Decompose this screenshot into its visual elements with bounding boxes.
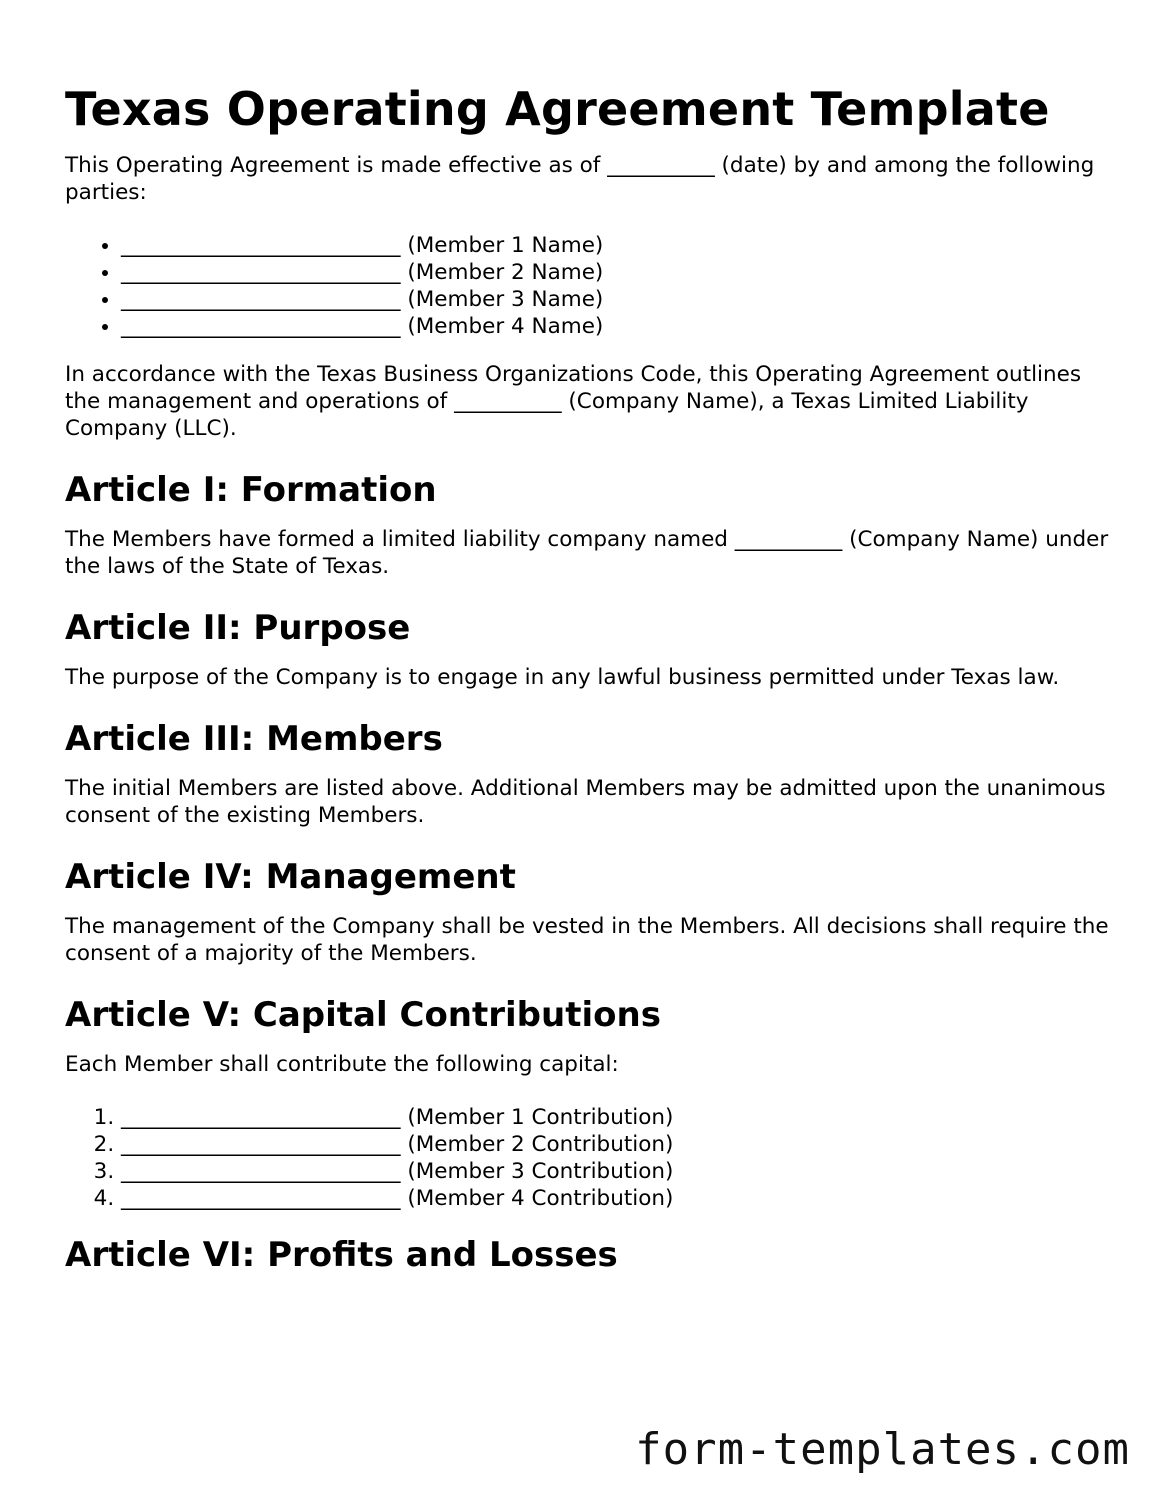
document-title: Texas Operating Agreement Template: [65, 82, 1050, 136]
article-1-heading: Article I: Formation: [65, 470, 437, 510]
contribution-item: 1. __________________________ (Member 1 Contribution): [121, 1104, 1110, 1131]
article-3-body: The initial Members are listed above. Additional Members may be admitted upon the unanimous consent of the existing Members.: [65, 776, 1106, 828]
contribution-item: 3. __________________________ (Member 3 Contribution): [121, 1158, 1110, 1185]
intro-paragraph: This Operating Agreement is made effective as of __________ (date) by and among the following parties:: [65, 153, 1095, 205]
contribution-item: 4. __________________________ (Member 4 Contribution): [121, 1185, 1110, 1212]
article-1-body: The Members have formed a limited liability company named __________ (Company Name) under the laws of the State of Texas.: [65, 527, 1109, 579]
article-3-heading: Article III: Members: [65, 719, 443, 759]
accordance-paragraph: In accordance with the Texas Business Organizations Code, this Operating Agreement outlines the management and operations of __________ (Company Name), a Texas Limited Liability Company (LLC).: [65, 362, 1082, 441]
members-list: [65, 232, 1110, 340]
article-4-heading: Article IV: Management: [65, 857, 516, 897]
site-watermark: form-templates.com: [635, 1424, 1130, 1475]
member-item: • __________________________ (Member 2 Name): [121, 259, 1110, 286]
article-2-body: The purpose of the Company is to engage in any lawful business permitted under Texas law.: [65, 665, 1060, 690]
article-5-heading: Article V: Capital Contributions: [65, 995, 661, 1035]
contributions-list: [65, 1104, 1110, 1212]
article-6-heading: Article VI: Profits and Losses: [65, 1235, 618, 1275]
member-item: • __________________________ (Member 3 Name): [121, 286, 1110, 313]
member-item: • __________________________ (Member 4 Name): [121, 313, 1110, 340]
article-4-body: The management of the Company shall be vested in the Members. All decisions shall require the consent of a majority of the Members.: [65, 914, 1109, 966]
contribution-item: 2. __________________________ (Member 2 Contribution): [121, 1131, 1110, 1158]
article-5-body: Each Member shall contribute the following capital:: [65, 1052, 619, 1077]
article-2-heading: Article II: Purpose: [65, 608, 411, 648]
member-item: • __________________________ (Member 1 Name): [121, 232, 1110, 259]
document-page: [65, 78, 1110, 1291]
